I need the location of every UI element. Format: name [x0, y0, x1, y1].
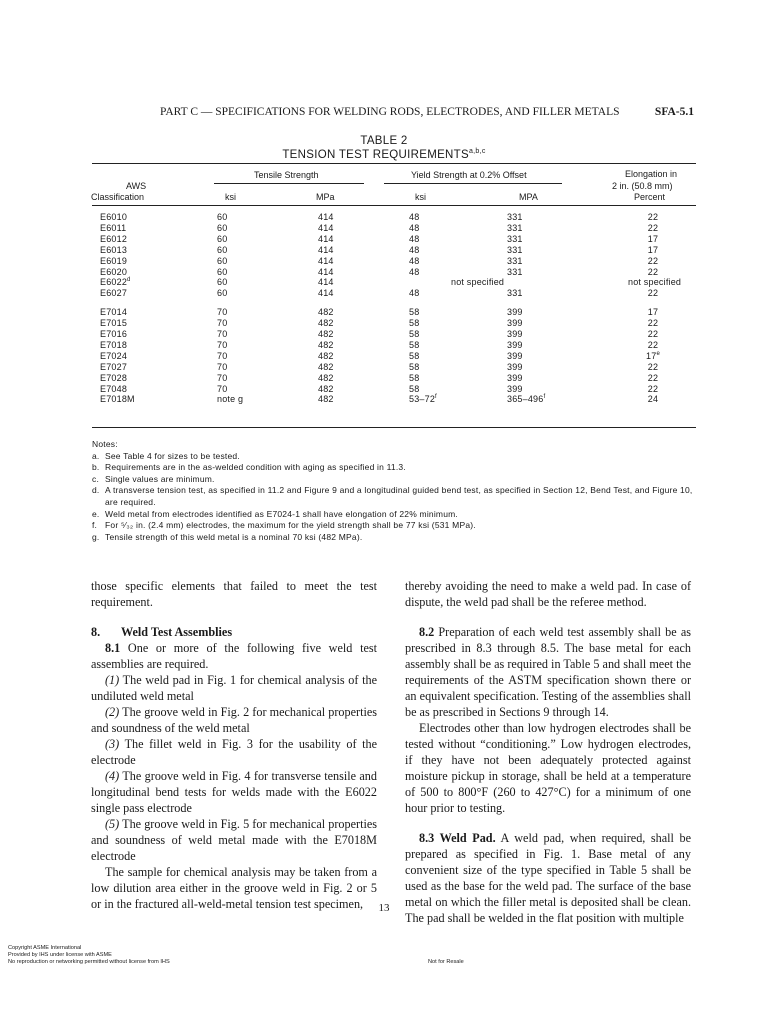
cell-classification-value: E7027 — [100, 361, 128, 372]
cell-yield-ksi-value: 58 — [409, 350, 420, 361]
cell-tensile-mpa — [318, 340, 334, 350]
note-text: Single values are minimum. — [105, 473, 215, 484]
cell-tensile-mpa-value: 414 — [318, 266, 334, 277]
cell-classification — [100, 329, 127, 339]
cell-classification — [100, 267, 127, 277]
cell-classification — [100, 384, 127, 394]
cell-classification — [100, 234, 127, 244]
cell-yield-note-value: not specified — [451, 277, 505, 288]
paragraph-8-1-number: 8.1 — [105, 641, 121, 655]
cell-tensile-mpa — [318, 267, 334, 277]
cell-classification-value: E7014 — [100, 307, 128, 318]
table-bottom-rule — [92, 427, 696, 428]
paragraph-8-1-text: One or more of the following five weld test assemblies are required. — [91, 641, 377, 671]
cell-elongation-value: 22 — [647, 318, 659, 329]
cell-tensile-mpa-value: 482 — [318, 318, 334, 329]
cell-classification-value: E7015 — [100, 318, 128, 329]
cell-elongation-value: 22 — [647, 372, 659, 383]
cell-yield-mpa-value: 331 — [507, 288, 523, 299]
cell-tensile-ksi — [217, 384, 227, 394]
cell-elongation-value: 22 — [647, 329, 659, 339]
cell-tensile-mpa-value: 482 — [318, 383, 334, 394]
cell-tensile-mpa-value: 482 — [318, 350, 334, 361]
header-aws: AWS — [126, 181, 147, 191]
cell-elongation-value: 17 — [647, 244, 659, 255]
cell-yield-ksi — [409, 256, 419, 266]
cell-tensile-mpa — [318, 351, 334, 361]
cell-tensile-mpa-value: 482 — [318, 361, 334, 372]
cell-elongation-value: 22 — [647, 361, 659, 372]
cell-classification — [100, 394, 135, 404]
header-tensile-ksi: ksi — [225, 192, 236, 202]
page-number: 13 — [378, 902, 390, 914]
cell-classification-value: E6019 — [100, 255, 128, 266]
cell-yield-mpa-value: 331 — [507, 266, 523, 277]
list-item-2-number: (2) — [105, 705, 120, 719]
cell-tensile-ksi — [217, 329, 227, 339]
cell-yield-mpa-value: 331 — [507, 244, 523, 255]
note-item — [92, 451, 696, 463]
cell-yield-ksi-value: 48 — [409, 244, 420, 255]
header-classification: Classification — [91, 192, 145, 202]
notes-list — [92, 451, 696, 544]
note-letter: a. — [92, 450, 100, 461]
footer-copyright: Copyright ASME International — [8, 945, 82, 951]
cell-tensile-mpa — [318, 277, 334, 287]
note-text: See Table 4 for sizes to be tested. — [105, 450, 240, 461]
cell-classification-value: E6020 — [100, 266, 128, 277]
paragraph-8-2-text: Preparation of each weld test assembly shall be as prescribed in 8.3 through 8.5. The base metal for each assembly shall be as required in Table 5 and shall meet the requirements of the ASTM specification shown there or an equivalent specification. Testing of the assemblies shall be as prescribed in Sections 9 through 14. — [405, 625, 691, 719]
cell-classification — [100, 318, 127, 328]
cell-classification — [100, 212, 127, 222]
cell-yield-ksi-value: 58 — [409, 372, 420, 383]
cell-classification — [100, 373, 127, 383]
cell-tensile-ksi — [217, 351, 227, 361]
cell-classification — [100, 256, 127, 266]
table-top-rule — [92, 163, 696, 164]
header-elongation-line1: Elongation in — [625, 169, 678, 179]
cell-yield-ksi — [409, 351, 419, 361]
cell-yield-ksi — [409, 234, 419, 244]
cell-classification — [100, 288, 127, 298]
cell-tensile-ksi-value: 70 — [217, 307, 228, 318]
cell-elongation — [638, 362, 668, 372]
cell-elongation — [638, 212, 668, 222]
list-item-3 — [91, 736, 377, 768]
cell-tensile-ksi — [217, 394, 243, 404]
cell-classification-value: E7016 — [100, 329, 128, 339]
list-item-5 — [91, 816, 377, 864]
cell-tensile-mpa — [318, 373, 334, 383]
cell-classification-value: E6022 — [100, 277, 128, 288]
cell-yield-mpa-value: 399 — [507, 350, 523, 361]
cell-yield-mpa — [507, 373, 523, 383]
table-title-footnote-refs: a,b,c — [468, 148, 486, 156]
cell-tensile-mpa-value: 414 — [318, 277, 334, 288]
cell-tensile-mpa-value: 414 — [318, 212, 334, 222]
header-yield-strength: Yield Strength at 0.2% Offset — [411, 170, 527, 180]
cell-yield-ksi-value: 53–72 — [409, 394, 436, 405]
cell-tensile-mpa — [318, 318, 334, 328]
cell-yield-ksi — [409, 307, 419, 317]
cell-tensile-ksi — [217, 373, 227, 383]
paragraph-8-2-number: 8.2 — [419, 625, 435, 639]
cell-tensile-mpa — [318, 212, 334, 222]
cell-classification — [100, 245, 127, 255]
cell-tensile-mpa-value: 414 — [318, 288, 334, 299]
cell-yield-ksi-value: 48 — [409, 255, 420, 266]
table-title: TENSION TEST REQUIREMENTS — [282, 149, 469, 161]
footer-no-reproduction: No reproduction or networking permitted without license from IHS — [8, 959, 170, 965]
cell-elongation-value: 22 — [647, 222, 659, 233]
cell-tensile-ksi-value: 60 — [217, 277, 228, 288]
cell-yield-mpa-value: 399 — [507, 318, 523, 329]
running-header-title: PART C — SPECIFICATIONS FOR WELDING RODS, ELECTRODES, AND FILLER METALS — [160, 106, 620, 118]
cell-elongation — [638, 307, 668, 317]
list-item-1-number: (1) — [105, 673, 120, 687]
header-elongation-line3: Percent — [634, 192, 666, 202]
cell-classification-value: E7018M — [100, 394, 135, 405]
cell-yield-ksi — [409, 245, 419, 255]
section-8-number: 8. — [91, 625, 101, 639]
header-yield-mpa: MPA — [519, 192, 538, 202]
cell-yield-ksi-value: 58 — [409, 329, 420, 339]
cell-tensile-ksi — [217, 212, 227, 222]
cell-yield-mpa-value: 399 — [507, 361, 523, 372]
list-item-1-text: The weld pad in Fig. 1 for chemical analysis of the undiluted weld metal — [91, 673, 377, 703]
cell-yield-ksi-value: 48 — [409, 233, 420, 244]
paragraph-8-3-heading: 8.3 Weld Pad. — [419, 831, 496, 845]
cell-yield-ksi-value: 58 — [409, 339, 420, 350]
cell-tensile-mpa-value: 414 — [318, 233, 334, 244]
note-letter: e. — [92, 508, 100, 519]
cell-tensile-ksi-value: 60 — [217, 288, 228, 299]
cell-elongation — [638, 340, 668, 350]
header-tensile-mpa: MPa — [316, 192, 335, 202]
copyright-footer — [8, 945, 170, 966]
cell-yield-mpa-value: 331 — [507, 233, 523, 244]
note-letter: f. — [92, 520, 98, 531]
cell-tensile-ksi — [217, 307, 227, 317]
note-item — [92, 509, 696, 521]
cell-tensile-mpa-value: 414 — [318, 222, 334, 233]
cell-tensile-mpa — [318, 234, 334, 244]
cell-elongation — [638, 394, 668, 404]
cell-tensile-mpa — [318, 307, 334, 317]
cell-yield-mpa — [507, 307, 523, 317]
cell-tensile-ksi-value: 60 — [217, 255, 228, 266]
list-item-4-text: The groove weld in Fig. 4 for transverse tensile and longitudinal bend tests for welds made with the E6022 single pass electrode — [91, 769, 377, 815]
cell-yield-mpa — [507, 288, 523, 298]
cell-yield-mpa-value: 365–496 — [507, 394, 544, 405]
cell-yield-mpa — [507, 234, 523, 244]
list-item-4 — [91, 768, 377, 816]
cell-tensile-mpa-value: 482 — [318, 339, 334, 350]
cell-yield-ksi — [409, 288, 419, 298]
cell-tensile-mpa — [318, 384, 334, 394]
cell-classification — [100, 277, 131, 287]
cell-tensile-ksi-value: 70 — [217, 372, 228, 383]
cell-yield-ksi — [409, 267, 419, 277]
list-item-1 — [91, 672, 377, 704]
cell-classification-value: E7028 — [100, 372, 128, 383]
cell-elongation-footnote-ref: e — [656, 350, 660, 357]
paragraph-8-1 — [91, 640, 377, 672]
cell-tensile-mpa-value: 482 — [318, 372, 334, 383]
cell-tensile-ksi-value: 60 — [217, 266, 228, 277]
cell-tensile-ksi-value: 70 — [217, 318, 228, 329]
cell-yield-note — [451, 277, 504, 287]
cell-tensile-mpa-value: 482 — [318, 329, 334, 339]
running-header — [160, 106, 694, 118]
cell-yield-ksi-value: 58 — [409, 307, 420, 318]
cell-elongation — [638, 373, 668, 383]
cell-yield-mpa-value: 399 — [507, 383, 523, 394]
note-text: Weld metal from electrodes identified as E7024-1 shall have elongation of 22% minimum. — [105, 508, 458, 519]
notes-title: Notes: — [92, 439, 118, 449]
cell-yield-mpa-value: 399 — [507, 372, 523, 383]
cell-elongation — [638, 256, 668, 266]
cell-classification-value: E6012 — [100, 233, 128, 244]
cell-classification-value: E7048 — [100, 383, 128, 394]
table-number: TABLE 2 — [360, 135, 408, 147]
cell-yield-mpa-value: 399 — [507, 307, 523, 318]
cell-tensile-ksi-value: 70 — [217, 350, 228, 361]
cell-tensile-ksi — [217, 288, 227, 298]
note-text: Tensile strength of this weld metal is a nominal 70 ksi (482 MPa). — [105, 531, 363, 542]
cell-yield-ksi-value: 48 — [409, 212, 420, 222]
cell-elongation — [638, 288, 668, 298]
cell-yield-mpa — [507, 340, 523, 350]
cell-yield-mpa-value: 331 — [507, 222, 523, 233]
cell-elongation — [638, 234, 668, 244]
header-yield-ksi: ksi — [415, 192, 426, 202]
cell-elongation — [638, 384, 668, 394]
cell-tensile-mpa — [318, 223, 334, 233]
cell-yield-ksi — [409, 394, 437, 404]
cell-yield-ksi-value: 48 — [409, 288, 420, 299]
list-item-3-text: The fillet weld in Fig. 3 for the usability of the electrode — [91, 737, 377, 767]
cell-tensile-ksi — [217, 267, 227, 277]
cell-classification-value: E6027 — [100, 288, 128, 299]
cell-elongation-value: 22 — [647, 288, 659, 299]
cell-yield-ksi-value: 58 — [409, 383, 420, 394]
cell-yield-mpa-footnote-ref: f — [543, 394, 546, 401]
cell-tensile-ksi — [217, 340, 227, 350]
section-8-heading — [91, 624, 377, 640]
footer-not-for-resale: Not for Resale — [428, 959, 464, 965]
paragraph-continuation: those specific elements that failed to meet the test requirement. — [91, 579, 377, 609]
note-text: A transverse tension test, as specified in 11.2 and Figure 9 and a longitudinal guided bend test, as specified in Section 12, Bend Test, and Figure 10, are required. — [105, 485, 693, 507]
spec-number: SFA-5.1 — [654, 106, 694, 118]
cell-classification — [100, 362, 127, 372]
cell-yield-mpa-value: 331 — [507, 212, 523, 222]
cell-classification — [100, 307, 127, 317]
cell-elongation — [638, 245, 668, 255]
cell-tensile-mpa-value: 482 — [318, 307, 334, 318]
cell-elongation — [638, 329, 668, 339]
cell-yield-ksi-footnote-ref: f — [435, 394, 437, 401]
cell-yield-ksi — [409, 318, 419, 328]
table-notes — [92, 439, 696, 543]
table-caption — [0, 134, 768, 162]
cell-tensile-ksi-value: 60 — [217, 244, 228, 255]
paragraph-chemical-sample: The sample for chemical analysis may be taken from a low dilution area either in the groove weld in Fig. 2 or 5 or in the fractured all-weld-metal tension test specimen, — [91, 865, 377, 911]
cell-classification-value: E6010 — [100, 212, 128, 222]
cell-tensile-ksi — [217, 362, 227, 372]
note-item — [92, 474, 696, 486]
yield-group-rule — [384, 183, 562, 184]
cell-elongation-value: not specified — [628, 277, 682, 288]
list-item-5-text: The groove weld in Fig. 5 for mechanical properties and soundness of weld metal made with the E7018M electrode — [91, 817, 377, 863]
cell-classification-value: E7024 — [100, 350, 128, 361]
cell-yield-ksi — [409, 384, 419, 394]
cell-classification — [100, 351, 127, 361]
cell-yield-mpa — [507, 384, 523, 394]
cell-elongation-value: 22 — [647, 266, 659, 277]
cell-yield-mpa — [507, 362, 523, 372]
cell-yield-mpa — [507, 267, 523, 277]
note-letter: g. — [92, 531, 100, 542]
cell-yield-ksi-value: 58 — [409, 361, 420, 372]
cell-yield-mpa — [507, 245, 523, 255]
note-letter: b. — [92, 462, 100, 473]
cell-yield-ksi — [409, 362, 419, 372]
cell-yield-mpa — [507, 318, 523, 328]
cell-tensile-ksi-value: 70 — [217, 361, 228, 372]
cell-tensile-mpa — [318, 394, 334, 404]
cell-yield-ksi-value: 48 — [409, 266, 420, 277]
cell-tensile-mpa-value: 414 — [318, 244, 334, 255]
cell-yield-mpa — [507, 351, 523, 361]
cell-yield-ksi — [409, 212, 419, 222]
cell-tensile-ksi — [217, 277, 227, 287]
note-item — [92, 485, 696, 508]
cell-yield-mpa — [507, 394, 545, 404]
cell-yield-mpa — [507, 212, 523, 222]
cell-classification — [100, 223, 126, 233]
cell-classification-footnote-ref: d — [127, 277, 131, 284]
cell-yield-mpa — [507, 329, 523, 339]
note-letter: d. — [92, 485, 100, 496]
cell-tensile-mpa — [318, 362, 334, 372]
list-item-3-number: (3) — [105, 737, 120, 751]
cell-tensile-mpa — [318, 256, 334, 266]
cell-elongation — [638, 223, 668, 233]
cell-tensile-ksi-value: note g — [217, 394, 244, 405]
cell-tensile-mpa — [318, 245, 334, 255]
cell-yield-mpa — [507, 223, 523, 233]
cell-elongation — [638, 267, 668, 277]
cell-classification-value: E7018 — [100, 339, 128, 350]
header-tensile-strength: Tensile Strength — [254, 170, 319, 180]
left-column — [91, 578, 377, 912]
cell-yield-ksi-value: 58 — [409, 318, 420, 329]
right-column — [405, 578, 691, 926]
paragraph-continuation-right: thereby avoiding the need to make a weld pad. In case of dispute, the weld pad shall be the referee method. — [405, 579, 691, 609]
note-text: Requirements are in the as-welded condition with aging as specified in 11.3. — [105, 462, 406, 473]
header-elongation-line2: 2 in. (50.8 mm) — [612, 181, 673, 191]
cell-elongation-value: 22 — [647, 212, 659, 222]
cell-tensile-ksi — [217, 223, 227, 233]
cell-tensile-ksi — [217, 234, 227, 244]
cell-tensile-ksi-value: 70 — [217, 383, 228, 394]
table-title-line — [0, 148, 768, 162]
section-8-title: Weld Test Assemblies — [121, 625, 233, 639]
cell-yield-mpa — [507, 256, 523, 266]
cell-tensile-ksi-value: 60 — [217, 222, 228, 233]
cell-classification — [100, 340, 127, 350]
cell-elongation-value: 17 — [647, 307, 659, 318]
cell-yield-mpa-value: 331 — [507, 255, 523, 266]
cell-yield-mpa-value: 399 — [507, 329, 523, 339]
footer-provided-by: Provided by IHS under license with ASME — [8, 952, 112, 958]
cell-tensile-ksi — [217, 245, 227, 255]
cell-elongation-value: 22 — [647, 255, 659, 266]
paragraph-8-3-text: A weld pad, when required, shall be prepared as specified in Fig. 1. Base metal of any convenient size of the type specified in Table 5 shall be used as the base for the weld pad. The surface of the base metal on which the filler metal is deposited shall be clean. The pad shall be welded in the flat position with multiple — [405, 831, 692, 925]
cell-tensile-ksi — [217, 318, 227, 328]
cell-tensile-ksi-value: 70 — [217, 339, 228, 350]
cell-elongation-value: 22 — [647, 383, 659, 394]
list-item-5-number: (5) — [105, 817, 120, 831]
paragraph-conditioning: Electrodes other than low hydrogen electrodes shall be tested without “conditioning.” Low hydrogen electrodes, if they have not been adequately protected against moisture pickup in storage, shall be held at a temperature of 500 to 800°F (260 to 427°C) for a minimum of one hour prior to testing. — [405, 721, 691, 815]
cell-classification-value: E6013 — [100, 244, 128, 255]
cell-classification-value: E6011 — [100, 222, 127, 233]
note-item — [92, 462, 696, 474]
cell-elongation — [638, 318, 668, 328]
cell-elongation-value: 22 — [647, 339, 659, 350]
cell-yield-ksi — [409, 340, 419, 350]
cell-tensile-ksi-value: 60 — [217, 212, 228, 222]
note-letter: c. — [92, 473, 100, 484]
cell-tensile-ksi — [217, 256, 227, 266]
cell-tensile-mpa-value: 482 — [318, 394, 334, 405]
cell-elongation-value: 17 — [647, 233, 659, 244]
cell-yield-ksi-value: 48 — [409, 222, 420, 233]
cell-tensile-ksi-value: 70 — [217, 329, 228, 339]
list-item-4-number: (4) — [105, 769, 120, 783]
list-item-2-text: The groove weld in Fig. 2 for mechanical properties and soundness of the weld metal — [91, 705, 377, 735]
cell-elongation-value: 17 — [646, 350, 657, 361]
note-text: For ⁵⁄₃₂ in. (2.4 mm) electrodes, the maximum for the yield strength shall be 77 ksi (531 MPa). — [105, 520, 476, 531]
cell-yield-mpa-value: 399 — [507, 339, 523, 350]
cell-tensile-ksi-value: 60 — [217, 233, 228, 244]
table-header-rule — [92, 205, 696, 206]
cell-elongation — [638, 351, 668, 361]
cell-tensile-mpa-value: 414 — [318, 255, 334, 266]
cell-elongation — [628, 277, 681, 287]
note-item — [92, 532, 696, 544]
cell-yield-ksi — [409, 223, 419, 233]
note-item — [92, 520, 696, 532]
tensile-group-rule — [214, 183, 364, 184]
list-item-2 — [91, 704, 377, 736]
paragraph-8-2 — [405, 624, 691, 720]
cell-elongation-value: 24 — [647, 394, 659, 405]
cell-yield-ksi — [409, 373, 419, 383]
cell-yield-ksi — [409, 329, 419, 339]
cell-tensile-mpa — [318, 329, 334, 339]
cell-tensile-mpa — [318, 288, 334, 298]
